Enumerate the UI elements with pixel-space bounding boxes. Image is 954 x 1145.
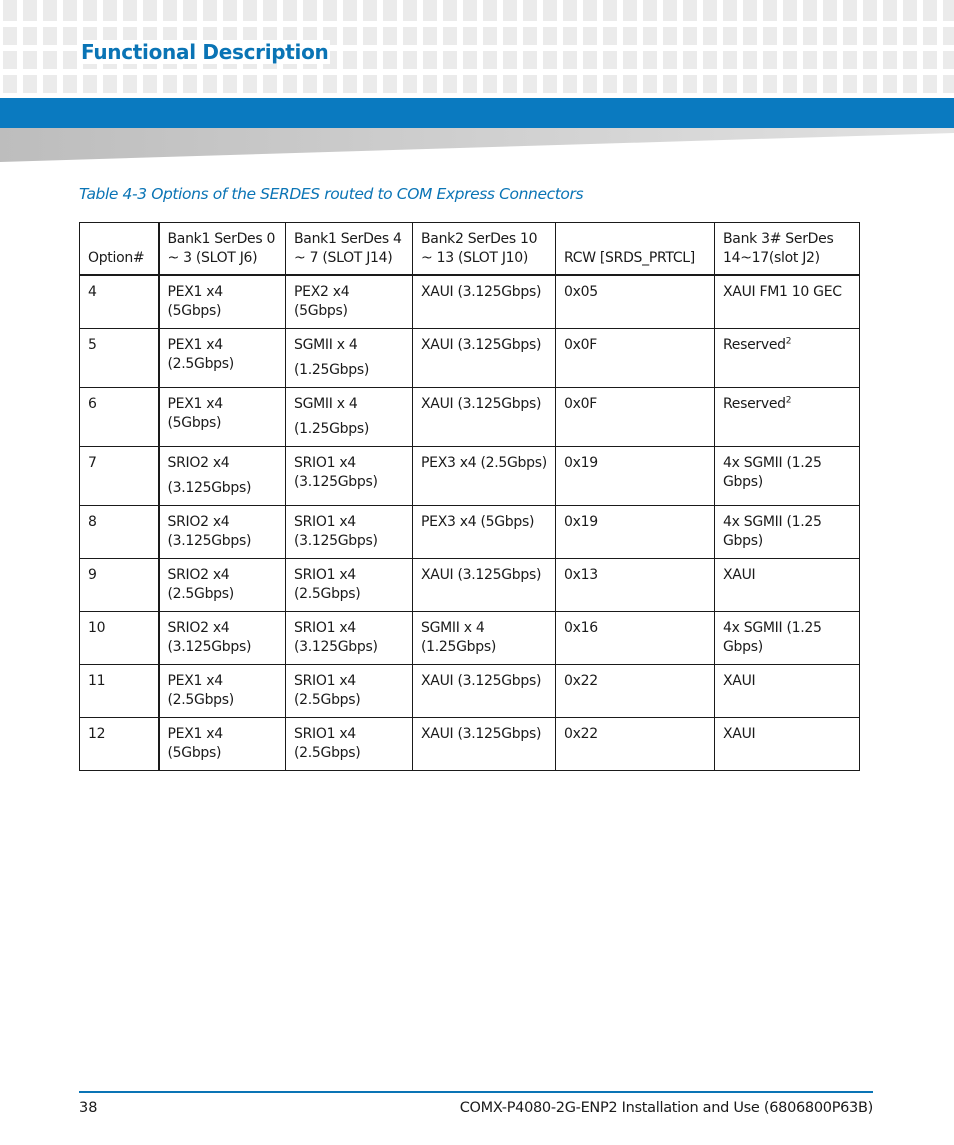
- bank3-cell: [715, 665, 860, 718]
- bank2-cell: [413, 447, 556, 506]
- column-header: [80, 223, 159, 276]
- cell-text: SRIO1 x4: [294, 514, 356, 530]
- cell-text: (3.125Gbps): [167, 480, 252, 496]
- cell-text-value: Reserved: [723, 396, 786, 412]
- bank1-4-7-cell: [286, 329, 413, 388]
- column-header-line: Bank2 SerDes 10: [421, 231, 538, 247]
- cell-text: XAUI (3.125Gbps): [421, 726, 542, 742]
- option-cell: 6: [80, 388, 159, 447]
- cell-text: (2.5Gbps): [294, 745, 361, 761]
- bank3-cell: [715, 506, 860, 559]
- cell-text: SRIO1 x4: [294, 620, 356, 636]
- bank1-0-3-cell: [159, 612, 286, 665]
- option-cell: 8: [80, 506, 159, 559]
- bank2-cell: [413, 718, 556, 771]
- cell-text: SRIO2 x4: [167, 455, 230, 471]
- cell-text: [723, 454, 851, 473]
- rcw-cell: 0x19: [556, 506, 715, 559]
- cell-text: SRIO1 x4: [294, 726, 356, 742]
- bank1-0-3-cell: [159, 506, 286, 559]
- bank1-0-3-cell: [159, 559, 286, 612]
- cell-text: XAUI (3.125Gbps): [421, 567, 542, 583]
- cell-text-value: Gbps): [723, 474, 763, 490]
- bank1-0-3-cell: [159, 388, 286, 447]
- table-row: [80, 718, 860, 771]
- column-header-line: ~ 13 (SLOT J10): [421, 250, 529, 266]
- cell-text: XAUI (3.125Gbps): [421, 673, 542, 689]
- bank3-cell: [715, 447, 860, 506]
- bank3-cell: [715, 275, 860, 329]
- bank1-0-3-cell: [159, 329, 286, 388]
- cell-text: SRIO2 x4: [167, 620, 230, 636]
- header-grey-wedge: [0, 128, 954, 164]
- cell-text: PEX1 x4: [167, 396, 223, 412]
- cell-text: [723, 638, 851, 657]
- bank1-4-7-cell: [286, 718, 413, 771]
- column-header-line: Bank 3# SerDes: [723, 231, 834, 247]
- column-header-line: Option#: [88, 250, 145, 266]
- bank2-cell: [413, 329, 556, 388]
- cell-text: (5Gbps): [167, 415, 222, 431]
- cell-text: (3.125Gbps): [294, 533, 378, 549]
- rcw-cell: 0x22: [556, 718, 715, 771]
- cell-text: [723, 473, 851, 492]
- bank1-4-7-cell: [286, 612, 413, 665]
- page-number: 38: [79, 1100, 98, 1116]
- cell-text: [723, 672, 851, 691]
- cell-text: SGMII x 4: [421, 620, 485, 636]
- bank1-4-7-cell: [286, 506, 413, 559]
- cell-text: [723, 725, 851, 744]
- bank2-cell: [413, 506, 556, 559]
- cell-text: XAUI (3.125Gbps): [421, 396, 542, 412]
- cell-text: SGMII x 4: [294, 396, 358, 412]
- column-header-line: Bank1 SerDes 0: [167, 231, 276, 247]
- cell-text: [723, 283, 851, 302]
- bank1-0-3-cell: [159, 275, 286, 329]
- bank3-cell: [715, 559, 860, 612]
- bank2-cell: [413, 388, 556, 447]
- option-cell: 4: [80, 275, 159, 329]
- table-row: [80, 388, 860, 447]
- table-row: [80, 559, 860, 612]
- cell-text-value: 4x SGMII (1.25: [723, 514, 822, 530]
- document-name: COMX-P4080-2G-ENP2 Installation and Use (6806800P63B): [459, 1100, 873, 1116]
- cell-text: SGMII x 4: [294, 337, 358, 353]
- rcw-cell: 0x13: [556, 559, 715, 612]
- table-row: [80, 665, 860, 718]
- bank1-4-7-cell: [286, 559, 413, 612]
- column-header-line: ~ 7 (SLOT J14): [294, 250, 393, 266]
- bank1-4-7-cell: [286, 388, 413, 447]
- footnote-marker: 2: [785, 395, 792, 406]
- cell-text: PEX2 x4: [294, 284, 350, 300]
- bank2-cell: [413, 559, 556, 612]
- cell-text: (5Gbps): [167, 745, 222, 761]
- column-header: [286, 223, 413, 276]
- cell-text: (2.5Gbps): [167, 692, 234, 708]
- cell-text: (3.125Gbps): [167, 533, 252, 549]
- bank1-0-3-cell: [159, 718, 286, 771]
- column-header-line: RCW [SRDS_PRTCL]: [564, 250, 695, 266]
- cell-text-value: Reserved: [723, 337, 786, 353]
- cell-text: PEX3 x4 (5Gbps): [421, 514, 535, 530]
- table-caption: Table 4-3 Options of the SERDES routed to COM Express Connectors: [79, 185, 584, 203]
- bank3-cell: [715, 329, 860, 388]
- cell-text: (5Gbps): [294, 303, 348, 319]
- cell-text: PEX1 x4: [167, 673, 223, 689]
- rcw-cell: 0x19: [556, 447, 715, 506]
- cell-text: (2.5Gbps): [167, 586, 234, 602]
- bank1-4-7-cell: [286, 447, 413, 506]
- footnote-marker: 2: [785, 336, 792, 347]
- option-cell: 9: [80, 559, 159, 612]
- option-cell: 10: [80, 612, 159, 665]
- cell-text: [723, 395, 851, 414]
- column-header-line: 14~17(slot J2): [723, 250, 820, 266]
- cell-text: (1.25Gbps): [294, 362, 370, 378]
- cell-text: SRIO2 x4: [167, 567, 230, 583]
- cell-text-value: Gbps): [723, 533, 763, 549]
- serdes-options-table: [79, 222, 860, 771]
- header-blue-band: [0, 98, 954, 128]
- column-header: [556, 223, 715, 276]
- cell-text: PEX1 x4: [167, 726, 223, 742]
- cell-text: SRIO1 x4: [294, 567, 356, 583]
- cell-text: [723, 566, 851, 585]
- cell-text: (2.5Gbps): [294, 692, 361, 708]
- bank2-cell: [413, 275, 556, 329]
- option-cell: 12: [80, 718, 159, 771]
- cell-text: PEX1 x4: [167, 337, 223, 353]
- column-header-line: Bank1 SerDes 4: [294, 231, 402, 247]
- bank3-cell: [715, 388, 860, 447]
- cell-text: [723, 619, 851, 638]
- column-header: [715, 223, 860, 276]
- bank2-cell: [413, 612, 556, 665]
- cell-text-value: Gbps): [723, 639, 763, 655]
- cell-text: SRIO1 x4: [294, 455, 356, 471]
- cell-text: [723, 532, 851, 551]
- cell-text: (2.5Gbps): [167, 356, 234, 372]
- cell-text: (2.5Gbps): [294, 586, 361, 602]
- rcw-cell: 0x0F: [556, 388, 715, 447]
- option-cell: 7: [80, 447, 159, 506]
- cell-text: (1.25Gbps): [294, 421, 370, 437]
- table-row: [80, 447, 860, 506]
- cell-text: [723, 336, 851, 355]
- table-row: [80, 275, 860, 329]
- cell-text: (3.125Gbps): [167, 639, 252, 655]
- page-title: Functional Description: [81, 40, 329, 64]
- cell-text: XAUI (3.125Gbps): [421, 284, 542, 300]
- rcw-cell: 0x16: [556, 612, 715, 665]
- cell-text: SRIO2 x4: [167, 514, 230, 530]
- column-header: [159, 223, 286, 276]
- bank1-0-3-cell: [159, 665, 286, 718]
- cell-text-value: 4x SGMII (1.25: [723, 455, 822, 471]
- table-header-row: [80, 223, 860, 276]
- cell-text-value: XAUI: [723, 567, 756, 583]
- cell-text: (3.125Gbps): [294, 474, 378, 490]
- cell-text-value: XAUI FM1 10 GEC: [723, 284, 842, 300]
- cell-text: PEX1 x4: [167, 284, 223, 300]
- rcw-cell: 0x0F: [556, 329, 715, 388]
- bank3-cell: [715, 718, 860, 771]
- cell-text-value: XAUI: [723, 726, 756, 742]
- table-row: [80, 329, 860, 388]
- table-row: [80, 506, 860, 559]
- bank2-cell: [413, 665, 556, 718]
- rcw-cell: 0x05: [556, 275, 715, 329]
- cell-text: XAUI (3.125Gbps): [421, 337, 542, 353]
- cell-text: (5Gbps): [167, 303, 222, 319]
- column-header-line: ~ 3 (SLOT J6): [167, 250, 258, 266]
- footer-rule: [79, 1091, 873, 1093]
- bank3-cell: [715, 612, 860, 665]
- cell-text: SRIO1 x4: [294, 673, 356, 689]
- cell-text: [723, 513, 851, 532]
- option-cell: 5: [80, 329, 159, 388]
- bank1-0-3-cell: [159, 447, 286, 506]
- cell-text-value: 4x SGMII (1.25: [723, 620, 822, 636]
- cell-text: (1.25Gbps): [421, 639, 497, 655]
- table-row: [80, 612, 860, 665]
- column-header: [413, 223, 556, 276]
- bank1-4-7-cell: [286, 275, 413, 329]
- rcw-cell: 0x22: [556, 665, 715, 718]
- option-cell: 11: [80, 665, 159, 718]
- cell-text: PEX3 x4 (2.5Gbps): [421, 455, 547, 471]
- cell-text-value: XAUI: [723, 673, 756, 689]
- cell-text: (3.125Gbps): [294, 639, 378, 655]
- bank1-4-7-cell: [286, 665, 413, 718]
